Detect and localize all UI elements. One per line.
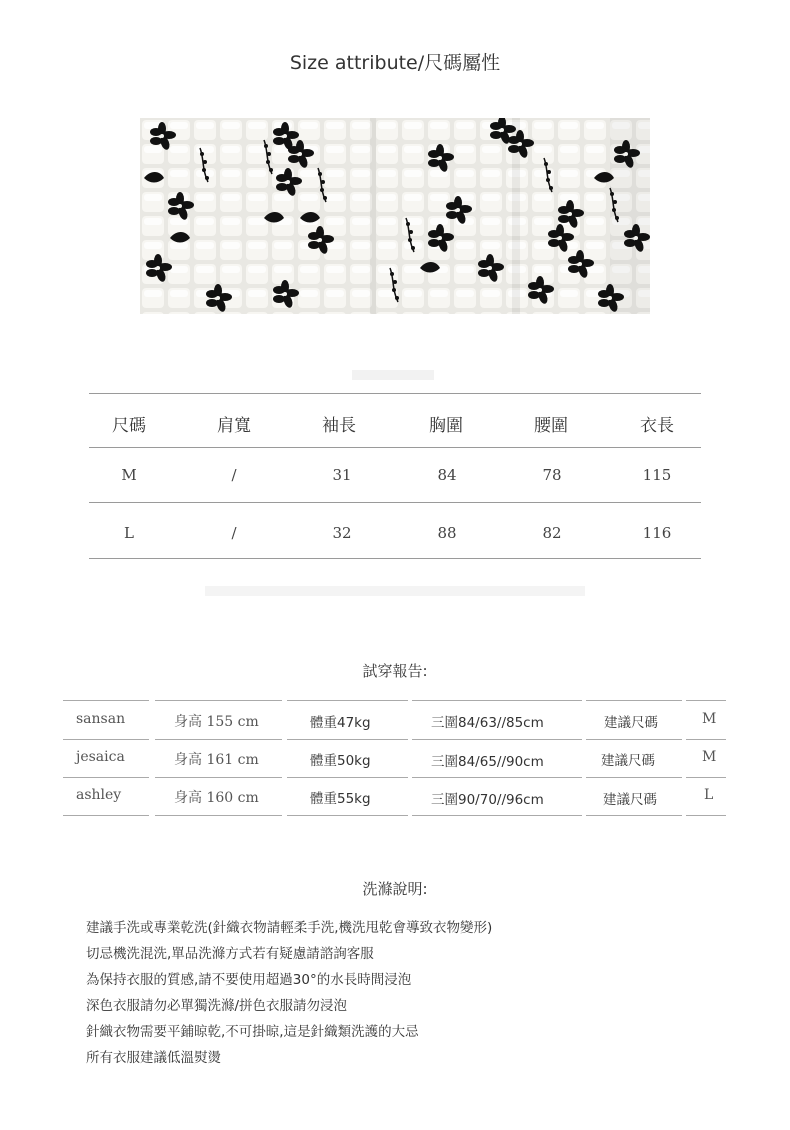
fit-weight: 體重47kg — [310, 715, 371, 731]
fit-measurements: 三圍84/65//90cm — [431, 754, 544, 770]
floral-fabric-image — [140, 118, 650, 314]
cell-length: 116 — [642, 524, 672, 542]
cell-length: 115 — [642, 466, 672, 484]
fit-name: jesaica — [76, 749, 125, 765]
fit-recommend-size: M — [702, 711, 717, 727]
faint-watermark — [205, 586, 585, 596]
header-sleeve: 袖長 — [322, 416, 356, 436]
header-chest: 胸圍 — [429, 416, 463, 436]
wash-line: 切忌機洗混洗,單品洗滌方式若有疑慮請諮詢客服 — [86, 946, 374, 962]
fit-recommend-label: 建議尺碼 — [603, 792, 657, 808]
fit-height: 身高 161 cm — [174, 752, 259, 768]
fit-name: ashley — [76, 787, 122, 803]
cell-shoulder: / — [231, 466, 237, 484]
fit-weight: 體重50kg — [310, 753, 371, 769]
cell-chest: 84 — [437, 466, 457, 484]
fit-name: sansan — [76, 711, 126, 727]
table-row-rule — [89, 502, 701, 503]
header-waist: 腰圍 — [534, 416, 568, 436]
fit-recommend-size: L — [704, 787, 714, 803]
fit-height: 身高 160 cm — [174, 790, 259, 806]
fit-measurements: 三圍90/70//96cm — [431, 792, 544, 808]
header-shoulder: 肩寬 — [217, 416, 251, 436]
cell-size: M — [121, 466, 137, 484]
wash-line: 針織衣物需要平鋪晾乾,不可掛晾,這是針織類洗護的大忌 — [86, 1024, 419, 1040]
wash-line: 建議手洗或專業乾洗(針織衣物請輕柔手洗,機洗甩乾會導致衣物變形) — [86, 920, 493, 936]
cell-sleeve: 32 — [332, 524, 352, 542]
wash-line: 為保持衣服的質感,請不要使用超過30°的水長時間浸泡 — [86, 972, 412, 988]
fit-height: 身高 155 cm — [174, 714, 259, 730]
fit-recommend-size: M — [702, 749, 717, 765]
fit-recommend-label: 建議尺碼 — [601, 753, 655, 769]
fit-report-title: 試穿報告: — [362, 662, 428, 680]
table-top-rule — [89, 393, 701, 394]
cell-sleeve: 31 — [332, 466, 352, 484]
wash-line: 深色衣服請勿必單獨洗滌/拼色衣服請勿浸泡 — [86, 998, 348, 1014]
fit-weight: 體重55kg — [310, 791, 371, 807]
fit-measurements: 三圍84/63//85cm — [431, 715, 544, 731]
cell-size: L — [124, 524, 134, 542]
cell-chest: 88 — [437, 524, 457, 542]
header-length: 衣長 — [640, 416, 674, 436]
page-title: Size attribute/尺碼屬性 — [289, 52, 501, 74]
wash-line: 所有衣服建議低溫熨燙 — [86, 1050, 221, 1066]
wash-title: 洗滌說明: — [362, 880, 428, 898]
header-size: 尺碼 — [112, 416, 146, 436]
fit-recommend-label: 建議尺碼 — [604, 715, 658, 731]
fabric-photo — [140, 118, 650, 314]
cell-waist: 78 — [542, 466, 562, 484]
table-bottom-rule — [89, 558, 701, 559]
cell-waist: 82 — [542, 524, 562, 542]
table-header-rule — [89, 447, 701, 448]
cell-shoulder: / — [231, 524, 237, 542]
faint-watermark — [352, 370, 434, 380]
